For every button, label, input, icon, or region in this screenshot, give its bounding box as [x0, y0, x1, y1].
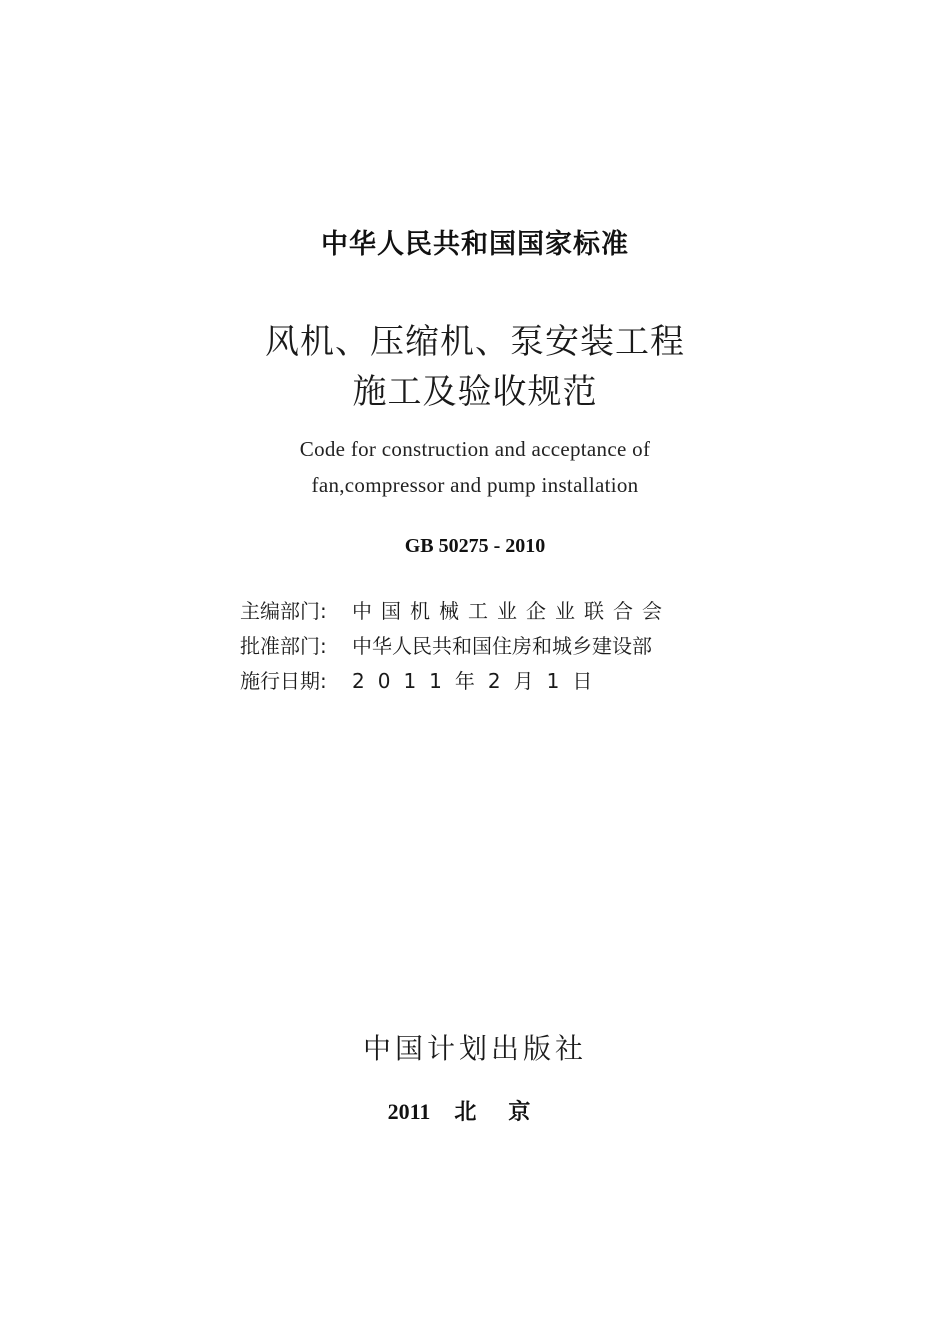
- title-english-line-1: Code for construction and acceptance of: [299, 437, 651, 461]
- publication-year-city: [0, 1095, 950, 1126]
- title-chinese-line-2: 施工及验收规范: [352, 372, 598, 412]
- publisher-name: 中国计划出版社: [362, 1032, 587, 1065]
- standard-type-heading: 中华人民共和国国家标准: [321, 229, 629, 260]
- approver-value: 中华人民共和国住房和城乡建设部: [352, 633, 652, 658]
- editor-value: 中国机械工业企业联合会: [352, 598, 671, 623]
- effective-date-row: [240, 664, 605, 694]
- effective-date-value: 2011年2月1日: [352, 668, 606, 693]
- title-english-line-2: fan,compressor and pump installation: [311, 473, 639, 497]
- title-chinese-line-1: 风机、压缩机、泵安装工程: [265, 322, 685, 362]
- publication-city: 北京: [454, 1100, 563, 1125]
- editor-label: 主编部门:: [240, 598, 327, 623]
- standard-number: GB 50275 - 2010: [404, 535, 546, 557]
- approver-row: [240, 629, 652, 659]
- effective-date-label: 施行日期:: [240, 668, 327, 693]
- publication-year: 2011: [387, 1099, 431, 1124]
- approver-label: 批准部门:: [240, 633, 327, 658]
- editor-row: [240, 594, 671, 624]
